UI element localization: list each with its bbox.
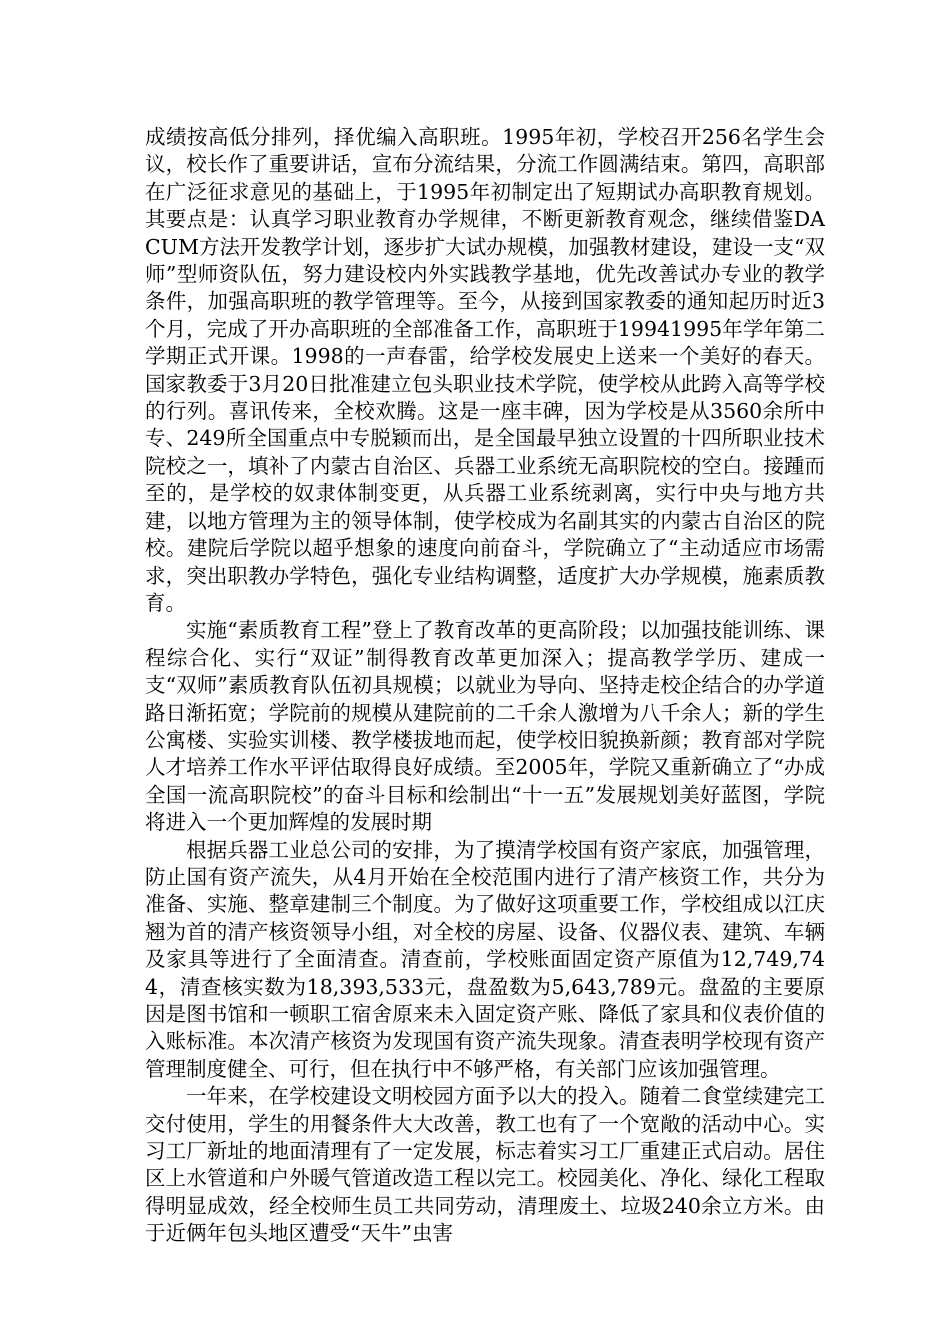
paragraph-2: 实施“素质教育工程”登上了教育改革的更高阶段；以加强技能训练、课程综合化、实行“双证”制得教育改革更加深入；提高教学学历、建成一支“双师”素质教育队伍初具规模；以就业为导向、坚持走校企结合的办学道路日渐拓宽；学院前的规模从建院前的二千余人激增为八千余人；新的学生公寓楼、实验实训楼、教学楼拔地而起，使学校旧貌换新颜；教育部对学院人才培养工作水平评估取得良好成绩。至2005年，学院又重新确立了“办成全国一流高职院校”的奋斗目标和绘制出“十一五”发展规划美好蓝图，学院将进入一个更加辉煌的发展时期 xyxy=(145,618,825,835)
paragraph-1: 成绩按高低分排列，择优编入高职班。1995年初，学校召开256名学生会议，校长作了重要讲话，宣布分流结果，分流工作圆满结束。第四，高职部在广泛征求意见的基础上，于1995年初制定出了短期试办高职教育规划。其要点是：认真学习职业教育办学规律，不断更新教育观念，继续借鉴DACUM方法开发教学计划，逐步扩大试办规模，加强教材建设，建设一支“双师”型师资队伍，努力建设校内外实践教学基地，优先改善试办专业的教学条件，加强高职班的教学管理等。至今，从接到国家教委的通知起历时近3个月，完成了开办高职班的全部准备工作，高职班于19941995年学年第二学期正式开课。1998的一声春雷，给学校发展史上送来一个美好的春天。国家教委于3月20日批准建立包头职业技术学院，使学校从此跨入高等学校的行列。喜讯传来，全校欢腾。这是一座丰碑，因为学校是从3560余所中专、249所全国重点中专脱颖而出，是全国最早独立设置的十四所职业技术院校之一，填补了内蒙古自治区、兵器工业系统无高职院校的空白。接踵而至的，是学校的奴隶体制变更，从兵器工业系统剥离，实行中央与地方共建，以地方管理为主的领导体制，使学校成为名副其实的内蒙古自治区的院校。建院后学院以超乎想象的速度向前奋斗，学院确立了“主动适应市场需求，突出职教办学特色，强化专业结构调整，适度扩大办学规模，施素质教育。 xyxy=(145,125,825,615)
paragraph-3: 根据兵器工业总公司的安排，为了摸清学校国有资产家底，加强管理，防止国有资产流失，从4月开始在全校范围内进行了清产核资工作，共分为准备、实施、整章建制三个制度。为了做好这项重要工作，学校组成以江庆翘为首的清产核资领导小组，对全校的房屋、设备、仪器仪表、建筑、车辆及家具等进行了全面清查。清查前，学校账面固定资产原值为12,749,744，清查核实数为18,393,533元，盘盈数为5,643,789元。盘盈的主要原因是图书馆和一顿职工宿舍原来未入固定资产账、降低了家具和仪表价值的入账标准。本次清产核资为发现国有资产流失现象。清查表明学校现有资产管理制度健全、可行，但在执行中不够严格，有关部门应该加强管理。 xyxy=(145,837,825,1081)
paragraph-4: 一年来，在学校建设文明校园方面予以大的投入。随着二食堂续建完工交付使用，学生的用餐条件大大改善，教工也有了一个宽敞的活动中心。实习工厂新址的地面清理有了一定发展，标志着实习工厂重建正式启动。居住区上水管道和户外暖气管道改造工程以完工。校园美化、净化、绿化工程取得明显成效，经全校师生员工共同劳动，清理废土、垃圾240余立方米。由于近俩年包头地区遭受“天牛”虫害 xyxy=(145,1084,825,1246)
document-body xyxy=(145,124,825,1248)
